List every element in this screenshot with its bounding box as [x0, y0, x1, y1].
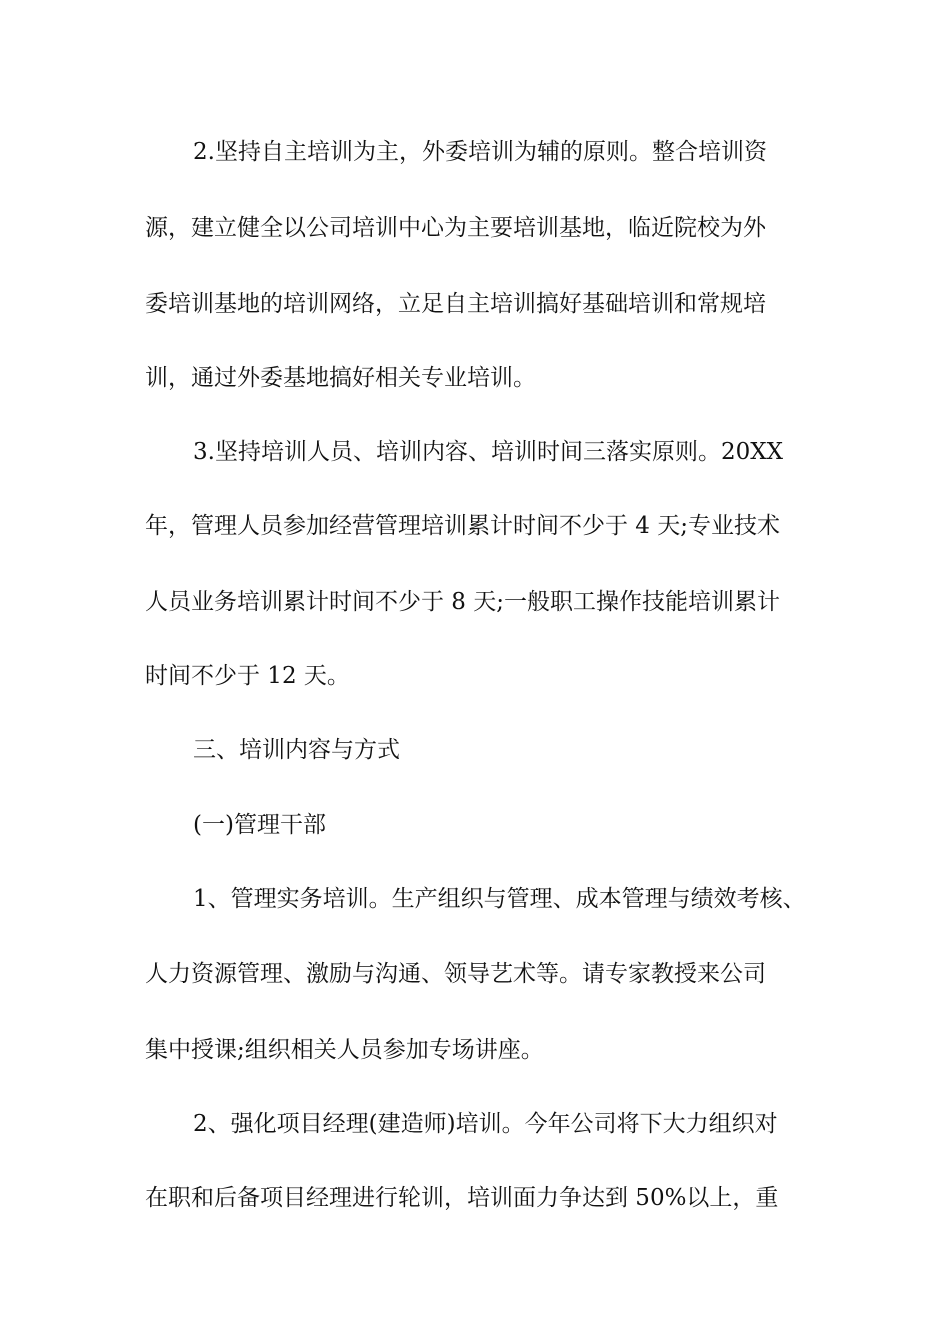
item-1-line-1: 1、管理实务培训。生产组织与管理、成本管理与绩效考核、	[193, 886, 806, 912]
item-2-line-2: 在职和后备项目经理进行轮训，培训面力争达到 50%以上，重	[145, 1185, 779, 1211]
paragraph-3-line-1: 3.坚持培训人员、培训内容、培训时间三落实原则。20XX	[193, 439, 783, 465]
paragraph-2-line-3: 委培训基地的培训网络，立足自主培训搞好基础培训和常规培	[145, 291, 766, 317]
paragraph-2-line-1: 2.坚持自主培训为主，外委培训为辅的原则。整合培训资	[193, 139, 767, 165]
paragraph-2-line-4: 训，通过外委基地搞好相关专业培训。	[145, 365, 536, 391]
paragraph-3-line-2: 年，管理人员参加经营管理培训累计时间不少于 4 天;专业技术	[145, 513, 781, 539]
paragraph-3-line-4: 时间不少于 12 天。	[145, 663, 350, 689]
section-heading: 三、培训内容与方式	[193, 737, 400, 763]
item-1-line-3: 集中授课;组织相关人员参加专场讲座。	[145, 1037, 544, 1063]
paragraph-3-line-3: 人员业务培训累计时间不少于 8 天;一般职工操作技能培训累计	[145, 589, 781, 615]
paragraph-2-line-2: 源，建立健全以公司培训中心为主要培训基地，临近院校为外	[145, 215, 766, 241]
subsection-heading: (一)管理干部	[193, 812, 326, 838]
item-2-line-1: 2、强化项目经理(建造师)培训。今年公司将下大力组织对	[193, 1111, 778, 1137]
item-1-line-2: 人力资源管理、激励与沟通、领导艺术等。请专家教授来公司	[145, 961, 766, 987]
